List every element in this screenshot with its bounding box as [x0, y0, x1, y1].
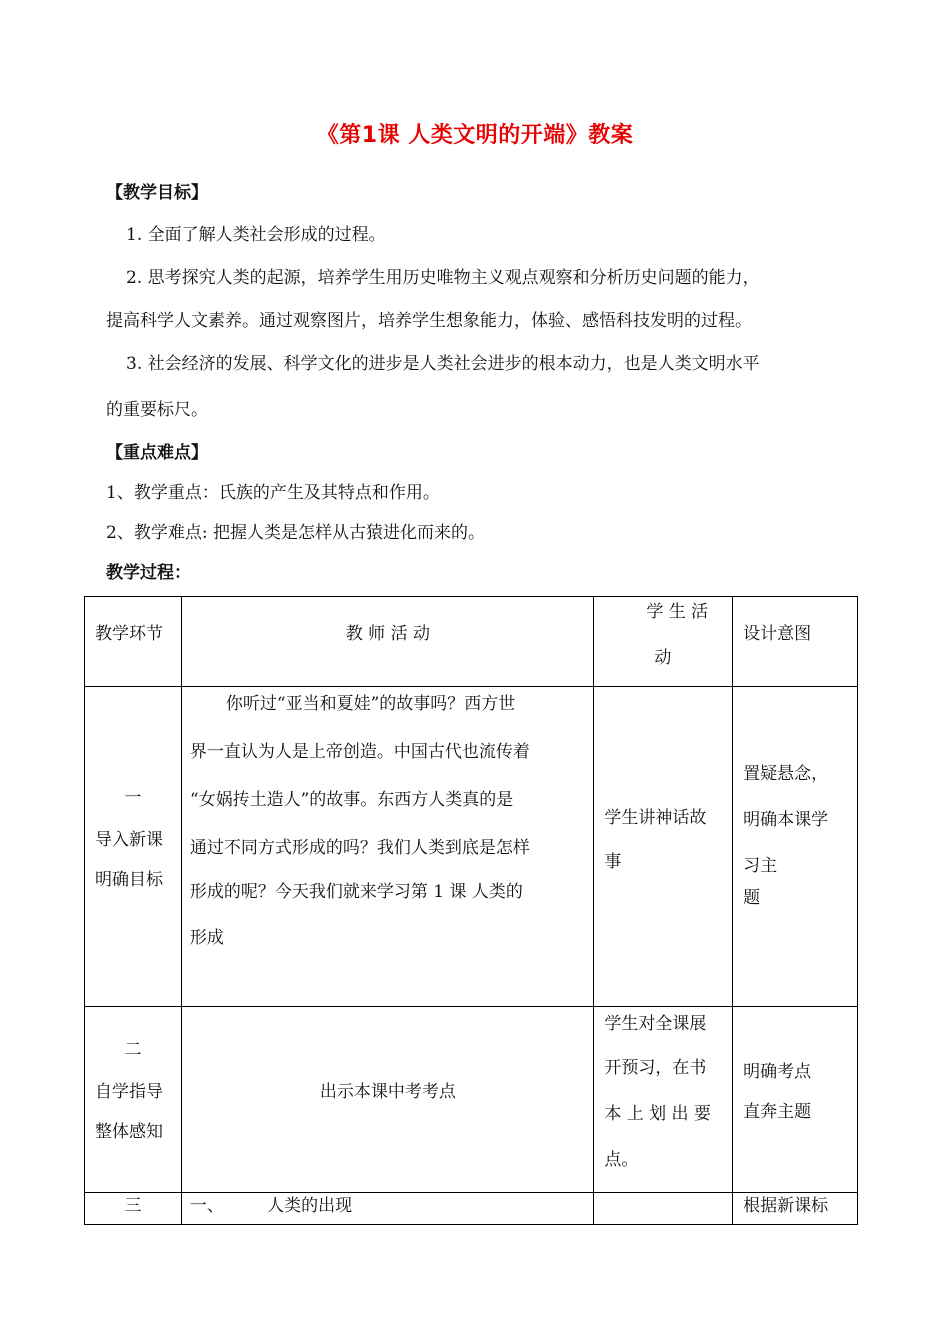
row1-teacher-line: “女娲抟土造人”的故事。东西方人类真的是 [189, 790, 514, 810]
row2-stage-line2: 整体感知 [95, 1122, 163, 1142]
row1-intent-line: 习主 [743, 856, 778, 876]
objective-item-3-line2: 的重要标尺。 [106, 400, 208, 420]
keypoint-2: 2、教学难点: 把握人类是怎样从古猿进化而来的。 [106, 523, 485, 543]
row2-teacher: 出示本课中考考点 [319, 1082, 456, 1102]
row1-student-cell [594, 687, 733, 1007]
header-teacher: 教 师 活 动 [345, 624, 430, 644]
row1-intent-line: 置疑悬念， [743, 764, 829, 784]
row1-stage-line2: 明确目标 [95, 870, 163, 890]
row2-student-line: 开预习，在书 [604, 1058, 707, 1078]
table-header-row [85, 597, 858, 687]
process-heading: 教学过程： [106, 563, 191, 583]
keypoint-1: 1、教学重点：氏族的产生及其特点和作用。 [106, 483, 440, 503]
objectives-heading: 【教学目标】 [106, 183, 208, 203]
objective-item-1: 1. 全面了解人类社会形成的过程。 [126, 225, 386, 245]
row1-student-line: 事 [604, 852, 622, 872]
row1-intent-cell [733, 687, 858, 1007]
row3-student-cell [594, 1193, 733, 1225]
header-cell-intent [733, 597, 858, 687]
row3-stage-num: 三 [124, 1196, 142, 1216]
header-cell-stage [85, 597, 182, 687]
row1-teacher-line: 通过不同方式形成的吗？我们人类到底是怎样 [189, 838, 530, 858]
row1-teacher-line: 形成 [189, 928, 224, 948]
row3-intent-cell [733, 1193, 858, 1225]
row1-teacher-cell [181, 687, 593, 1007]
header-cell-teacher [181, 597, 593, 687]
row1-stage-line1: 导入新课 [95, 830, 163, 850]
document-title: 《第1课 人类文明的开端》教案 [316, 123, 634, 148]
keypoints-heading: 【重点难点】 [106, 443, 208, 463]
header-student-line1: 学 生 活 [646, 602, 709, 622]
row1-intent-line: 题 [743, 888, 761, 908]
row1-student-line: 学生讲神话故 [604, 808, 707, 828]
row1-intent-line: 明确本课学 [743, 810, 829, 830]
header-intent: 设计意图 [743, 624, 812, 644]
header-cell-student [594, 597, 733, 687]
table-row [85, 1193, 858, 1225]
row2-student-line: 点。 [604, 1150, 639, 1170]
row3-teacher: 一、 人类的出现 [189, 1196, 353, 1216]
objective-item-2-line1: 2. 思考探究人类的起源，培养学生用历史唯物主义观点观察和分析历史问题的能力， [126, 268, 760, 288]
row3-teacher-cell [181, 1193, 593, 1225]
header-stage: 教学环节 [95, 624, 163, 644]
row2-student-line: 学生对全课展 [604, 1014, 707, 1034]
row1-teacher-line: 形成的呢？今天我们就来学习第 1 课 人类的 [189, 882, 523, 902]
table-row [85, 687, 858, 1007]
objective-item-3-line1: 3. 社会经济的发展、科学文化的进步是人类社会进步的根本动力，也是人类文明水平 [126, 354, 760, 374]
row2-student-cell [594, 1007, 733, 1193]
objective-item-2-line2: 提高科学人文素养。通过观察图片，培养学生想象能力，体验、感悟科技发明的过程。 [106, 311, 752, 331]
row2-stage-cell [85, 1007, 182, 1193]
row3-intent: 根据新课标 [743, 1196, 829, 1216]
row2-stage-line1: 自学指导 [95, 1082, 163, 1102]
row2-teacher-cell [181, 1007, 593, 1193]
row1-teacher-line: 你听过“亚当和夏娃”的故事吗？西方世 [225, 694, 516, 714]
table-row [85, 1007, 858, 1193]
row1-stage-cell [85, 687, 182, 1007]
lesson-table [84, 596, 858, 1225]
row2-intent-line: 明确考点 [743, 1062, 812, 1082]
row1-teacher-line: 界一直认为人是上帝创造。中国古代也流传着 [189, 742, 530, 762]
row2-student-line: 本 上 划 出 要 [604, 1104, 711, 1124]
row1-stage-num: 一 [124, 788, 142, 808]
header-student-line2: 动 [654, 648, 672, 668]
row2-intent-cell [733, 1007, 858, 1193]
row2-intent-line: 直奔主题 [743, 1102, 812, 1122]
row2-stage-num: 二 [124, 1040, 142, 1060]
row3-stage-cell [85, 1193, 182, 1225]
